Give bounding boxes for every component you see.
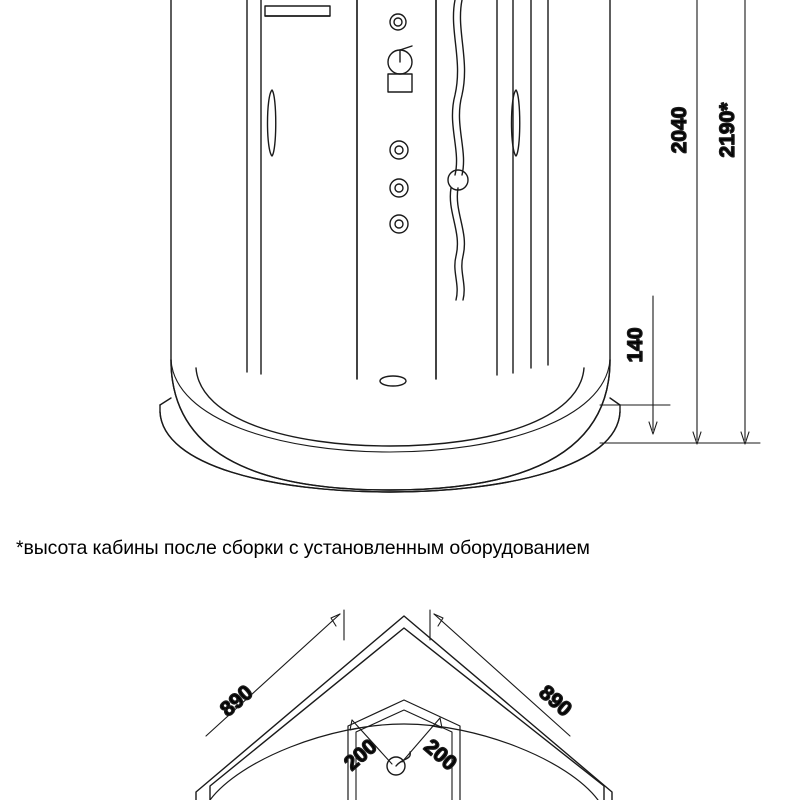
footnote-text: *высота кабины после сборки с установленным оборудованием <box>16 537 590 559</box>
dim-plan-left-890-label: 890 <box>215 680 258 722</box>
dim-plan-right-200-label: 200 <box>419 734 462 776</box>
dim-plan-left-200-label: 200 <box>339 734 382 776</box>
dimension-lines-plan <box>206 610 570 764</box>
door-handles <box>268 90 520 156</box>
dim-plan-right-890-label: 890 <box>534 680 577 722</box>
tray-inner-surface <box>171 360 610 452</box>
dimension-lines-elevation <box>600 0 760 444</box>
drain-icon <box>380 376 406 386</box>
shower-tray <box>160 360 620 492</box>
back-panel <box>357 0 436 379</box>
dim-2040-label: 2040 <box>668 106 691 154</box>
cabin-fittings <box>265 0 468 300</box>
dim-140-label: 140 <box>624 327 647 363</box>
dim-2190-label: 2190* <box>716 102 739 158</box>
